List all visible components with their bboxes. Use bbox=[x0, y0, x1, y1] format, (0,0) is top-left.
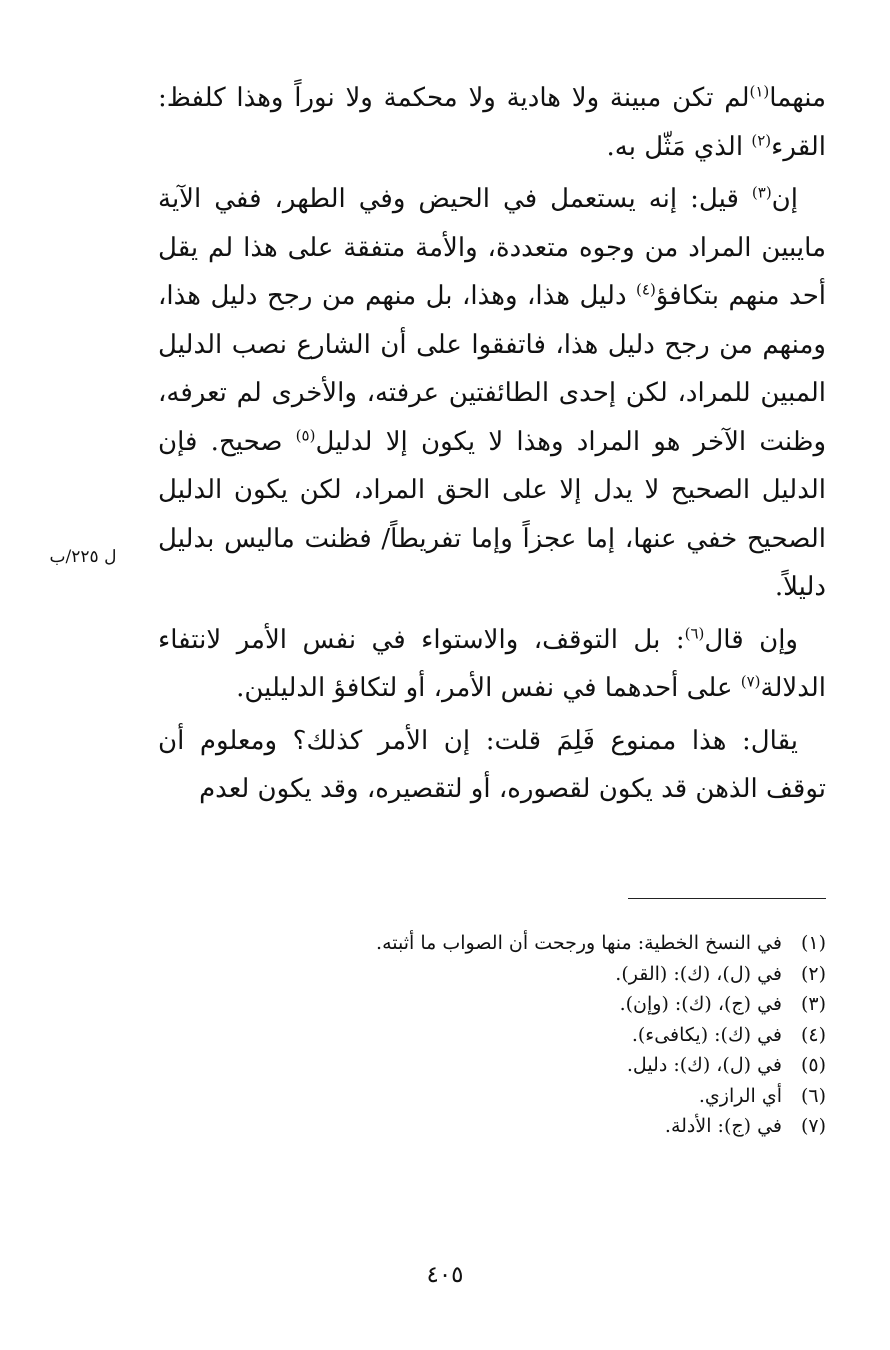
footnote-ref: (٦) bbox=[684, 623, 705, 642]
text-segment: صحيح. فإن الدليل الصحيح لا يدل إلا على الحق المراد، لكن يكون الدليل الصحيح خفي عنها، إما عجزاً وإما تفريطاً/ فظنت ماليس بدليل دليلاً. bbox=[158, 426, 826, 602]
text-segment: منهما bbox=[769, 83, 826, 113]
text-segment: وإن قال bbox=[704, 624, 798, 655]
footnote-ref: (٥) bbox=[295, 425, 316, 444]
footnote-ref: (٣) bbox=[751, 183, 772, 202]
footnote-item bbox=[158, 1020, 826, 1051]
footnote-number: (٦) bbox=[800, 1084, 826, 1107]
main-text bbox=[158, 74, 826, 818]
footnote-item bbox=[158, 989, 826, 1020]
footnote-item bbox=[158, 959, 826, 990]
text-segment: على أحدهما في نفس الأمر، أو لتكافؤ الدليلين. bbox=[236, 673, 741, 703]
footnotes bbox=[158, 928, 826, 1142]
paragraph-p2 bbox=[158, 175, 826, 612]
footnote-number: (٢) bbox=[800, 962, 826, 985]
paragraph-p3 bbox=[158, 616, 826, 713]
footnote-text: في (ل)، (ك): دليل. bbox=[626, 1054, 782, 1076]
footnote-separator bbox=[628, 898, 826, 899]
footnote-ref: (١) bbox=[749, 82, 770, 101]
text-segment: الذي مَثّل به. bbox=[606, 131, 752, 162]
footnote-ref: (٢) bbox=[751, 130, 772, 149]
text-segment: يقال: هذا ممنوع فَلِمَ قلت: إن الأمر كذلك؟ ومعلوم أن توقف الذهن قد يكون لقصوره، أو لتقصيره، وقد يكون لعدم bbox=[158, 725, 826, 804]
text-segment: دليل هذا، وهذا، بل منهم من رجح دليل هذا، ومنهم من رجح دليل هذا، فاتفقوا على أن الشارع نصب الدليل المبين للمراد، لكن إحدى الطائفتين عرفته، والأخرى لم تعرفه، وظنت الآخر هو المراد وهذا لا يكون إلا لدليل bbox=[158, 281, 826, 457]
footnote-text: في النسخ الخطية: منها ورجحت أن الصواب ما أثبته. bbox=[376, 932, 782, 954]
footnote-item bbox=[158, 928, 826, 959]
footnote-item bbox=[158, 1081, 826, 1112]
footnote-text: في (ك): (يكافىء). bbox=[631, 1023, 782, 1046]
text-segment: لم تكن مبينة ولا هادية ولا محكمة ولا نوراً وهذا كلفظ: القرء bbox=[158, 83, 826, 162]
footnote-number: (٥) bbox=[800, 1054, 826, 1076]
footnote-text: أي الرازي. bbox=[698, 1084, 782, 1107]
footnote-ref: (٤) bbox=[636, 280, 656, 299]
paragraph-p4 bbox=[158, 717, 826, 814]
footnote-text: في (ل)، (ك): (القر). bbox=[615, 962, 782, 985]
footnote-text: في (ج): الأدلة. bbox=[664, 1115, 782, 1137]
footnote-ref: (٧) bbox=[740, 672, 761, 691]
text-segment: قيل: إنه يستعمل في الحيض وفي الطهر، ففي الآية مايبين المراد من وجوه متعددة، والأمة متفقة على هذا لم يقل أحد منهم بتكافؤ bbox=[158, 184, 826, 311]
footnote-text: في (ج)، (ك): (وإن). bbox=[619, 993, 782, 1015]
paragraph-p1 bbox=[158, 74, 826, 171]
footnote-number: (٤) bbox=[800, 1023, 826, 1046]
footnote-number: (٣) bbox=[800, 993, 826, 1015]
text-segment: إن bbox=[771, 184, 798, 214]
footnote-item bbox=[158, 1050, 826, 1081]
footnote-number: (٧) bbox=[800, 1115, 826, 1137]
text-segment: : بل التوقف، والاستواء في نفس الأمر لانتفاء الدلالة bbox=[158, 624, 826, 703]
manuscript-folio-marker: ل ٢٢٥/ب bbox=[49, 547, 117, 567]
footnote-item bbox=[158, 1111, 826, 1142]
page-number: ٤٠٥ bbox=[426, 1262, 464, 1288]
footnote-number: (١) bbox=[800, 932, 826, 954]
